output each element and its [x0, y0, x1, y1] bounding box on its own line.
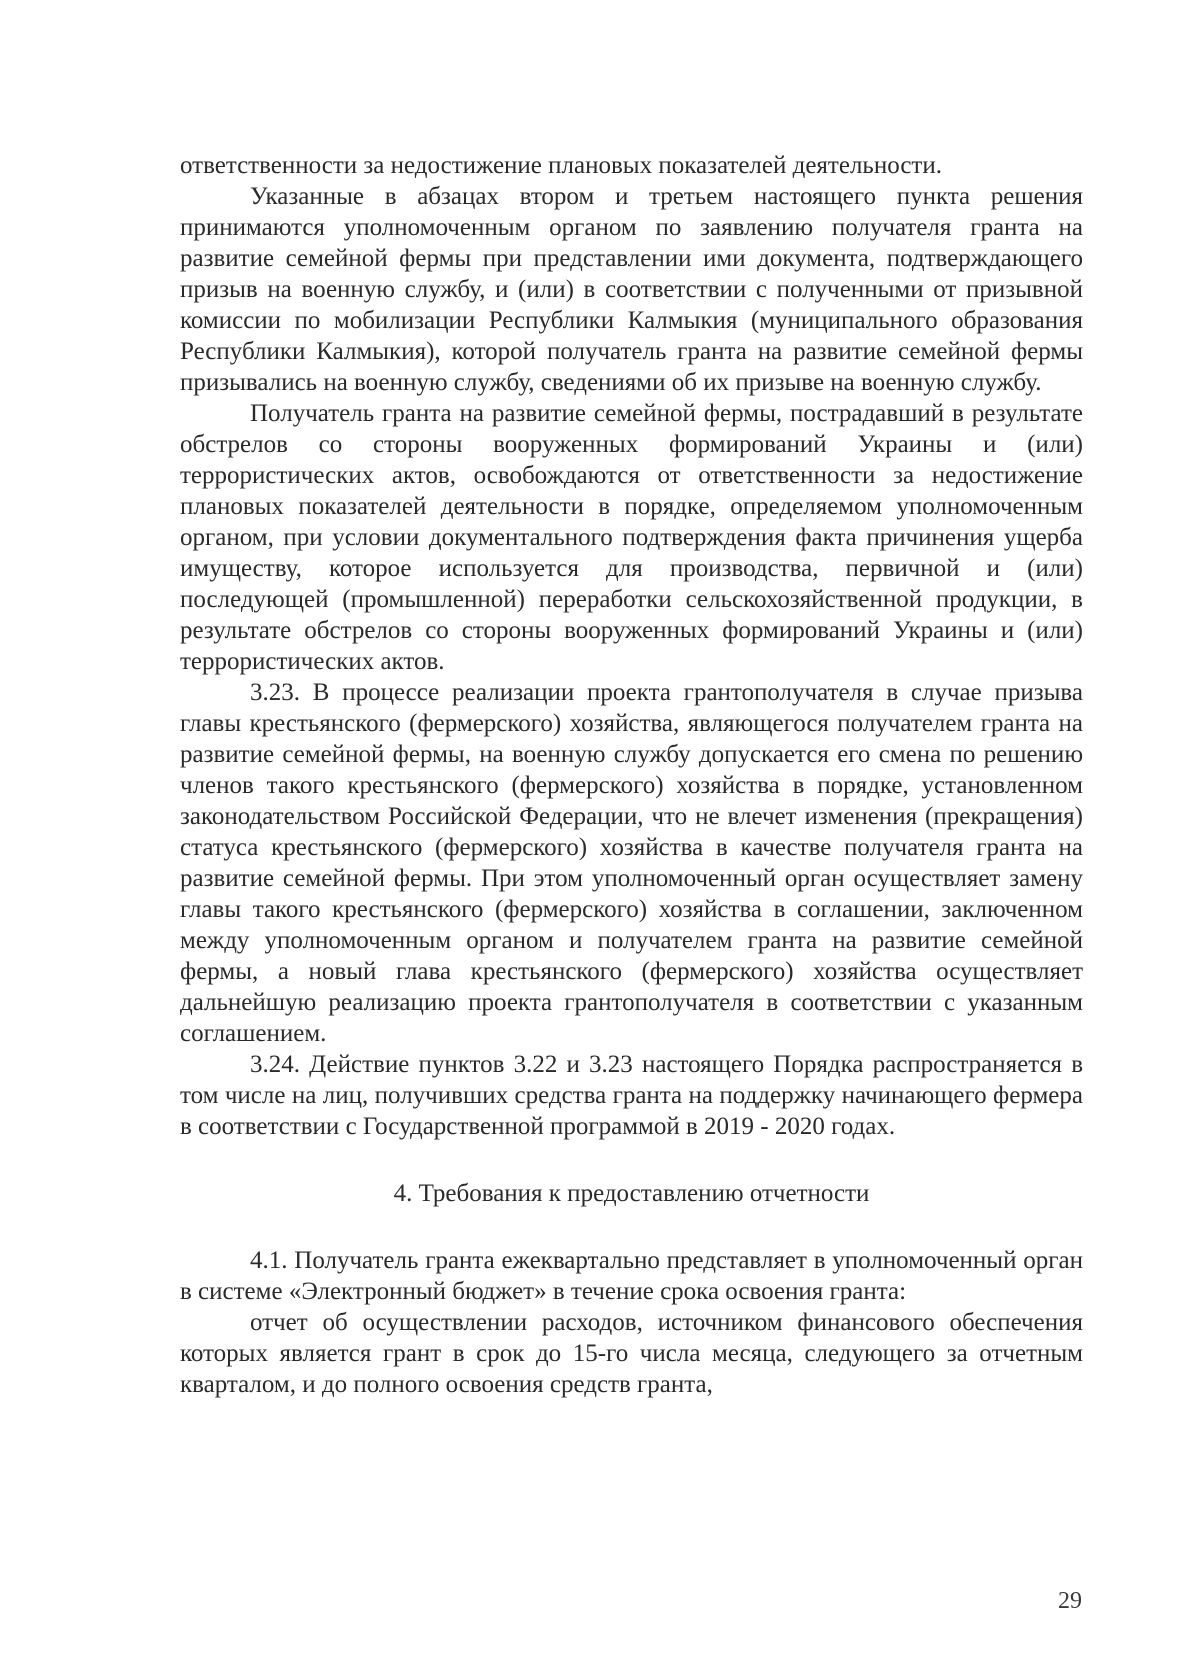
paragraph-decision-conditions: Указанные в абзацах втором и третьем настоящего пункта решения принимаются уполномоченным органом по заявлению получателя гранта на развитие семейной фермы при представлении ими документа, подтверждающего призыв на военную службу, и (или) в соответствии с полученными от призывной комиссии по мобилизации Республики Калмыкия (муниципального образования Республики Калмыкия), которой получатель гранта на развитие семейной фермы призывались на военную службу, сведениями об их призыве на военную службу. [180, 183, 1083, 396]
section-heading: 4. Требования к предоставлению отчетности [393, 1180, 870, 1207]
paragraph-continuation: ответственности за недостижение плановых показателей деятельности. [180, 152, 942, 179]
paragraph-expense-report: отчет об осуществлении расходов, источником финансового обеспечения которых является грант в срок до 15-го числа месяца, следующего за отчетным кварталом, и до полного освоения средств гранта, [180, 1309, 1083, 1398]
paragraph-clause-3-23: 3.23. В процессе реализации проекта грантополучателя в случае призыва главы крестьянского (фермерского) хозяйства, являющегося получателем гранта на развитие семейной фермы, на военную службу допускается его смена по решению членов такого крестьянского (фермерского) хозяйства в порядке, установленном законодательством Российской Федерации, что не влечет изменения (прекращения) статуса крестьянского (фермерского) хозяйства в качестве получателя гранта на развитие семейной фермы. При этом уполномоченный орган осуществляет замену главы такого крестьянского (фермерского) хозяйства в соглашении, заключенном между уполномоченным органом и получателем гранта на развитие семейной фермы, а новый глава крестьянского (фермерского) хозяйства осуществляет дальнейшую реализацию проекта грантополучателя в соответствии с указанным соглашением. [180, 679, 1083, 1047]
document-body [180, 150, 1083, 1400]
paragraph-shelling-exemption: Получатель гранта на развитие семейной фермы, пострадавший в результате обстрелов со стороны вооруженных формирований Украины и (или) террористических актов, освобождаются от ответственности за недостижение плановых показателей деятельности в порядке, определяемом уполномоченным органом, при условии документального подтверждения факта причинения ущерба имуществу, которое используется для производства, первичной и (или) последующей (промышленной) переработки сельскохозяйственной продукции, в результате обстрелов со стороны вооруженных формирований Украины и (или) террористических актов. [180, 400, 1083, 675]
spacer [180, 1209, 1083, 1245]
paragraph-clause-3-24: 3.24. Действие пунктов 3.22 и 3.23 настоящего Порядка распространяется в том числе на лиц, получивших средства гранта на поддержку начинающего фермера в соответствии с Государственной программой в 2019 - 2020 годах. [180, 1051, 1083, 1140]
paragraph-clause-4-1: 4.1. Получатель гранта ежеквартально представляет в уполномоченный орган в системе «Электронный бюджет» в течение срока освоения гранта: [180, 1247, 1083, 1305]
page-number: 29 [1058, 1588, 1082, 1614]
spacer [180, 1142, 1083, 1178]
